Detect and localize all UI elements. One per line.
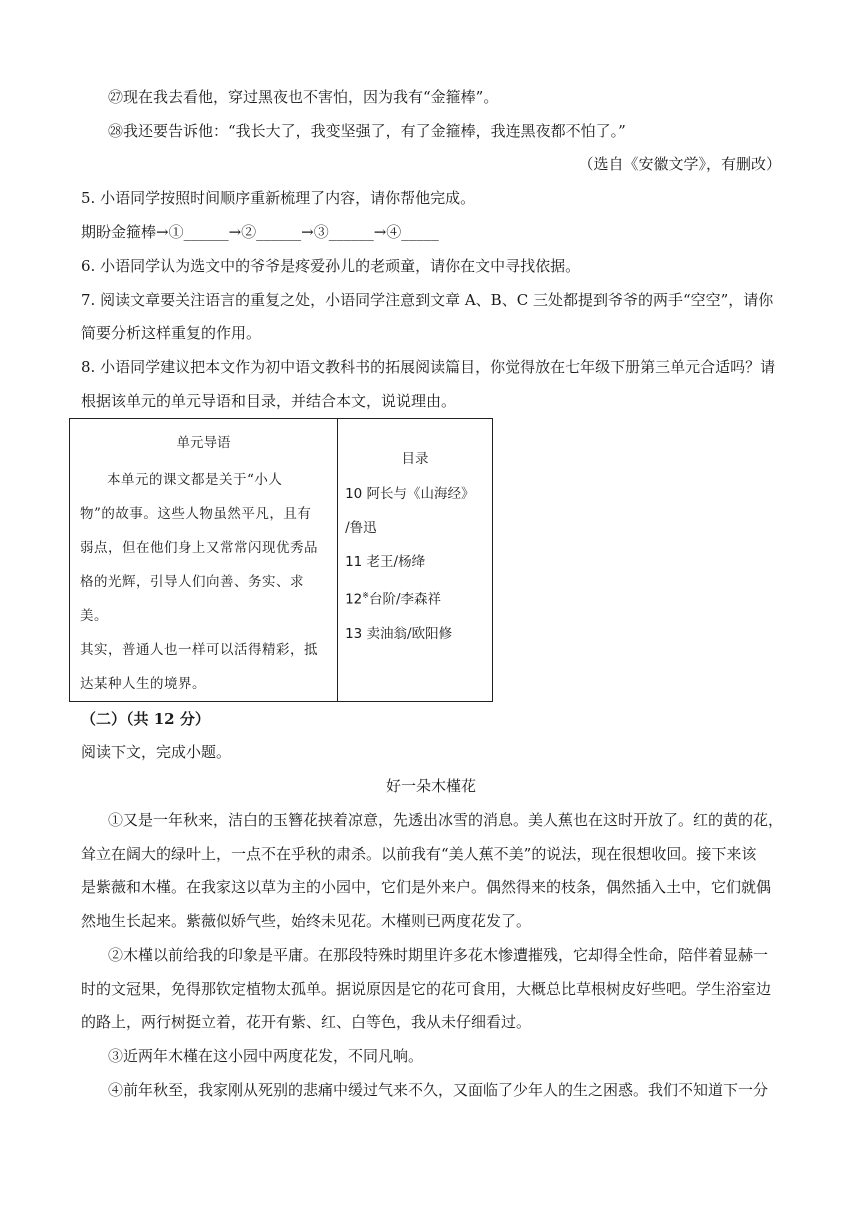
question-8-line-1: 8. 小语同学建议把本文作为初中语文教科书的拓展阅读篇目，你觉得放在七年级下册第三单元合适吗？请	[81, 358, 776, 376]
section-heading: （二）（共 12 分）	[81, 710, 210, 728]
essay-line: 耸立在阔大的绿叶上，一点不在乎秋的肃杀。以前我有“美人蕉不美”的说法，现在很想收回。接下来该	[81, 845, 757, 863]
reading-instruction: 阅读下文，完成小题。	[81, 743, 232, 761]
essay-line: ②木槿以前给我的印象是平庸。在那段特殊时期里许多花木惨遭摧残，它却得全性命，陪伴着显赫一	[108, 946, 769, 964]
essay-line: 然地生长起来。紫薇似娇气些，始终未见花。木槿则已两度花发了。	[81, 912, 532, 930]
unit-guide-title: 单元导语	[176, 435, 231, 451]
table-of-contents-cell	[338, 419, 493, 702]
source-citation: （选自《安徽文学》，有删改）	[578, 155, 781, 173]
unit-guide-cell	[70, 419, 338, 702]
unit-guide-line: 物”的故事。这些人物虽然平凡，且有	[80, 506, 312, 522]
toc-title: 目录	[401, 451, 429, 467]
toc-item: 10 阿长与《山海经》	[345, 486, 475, 502]
question-6: 6. 小语同学认为选文中的爷爷是疼爱孙儿的老顽童，请你在文中寻找依据。	[81, 257, 581, 275]
essay-line: ④前年秋至，我家刚从死别的悲痛中缓过气来不久，又面临了少年人的生之困惑。我们不知道下一分	[108, 1081, 769, 1099]
question-5: 5. 小语同学按照时间顺序重新梳理了内容，请你帮他完成。	[81, 189, 476, 207]
question-7-line-1: 7. 阅读文章要关注语言的重复之处，小语同学注意到文章 A、B、C 三处都提到爷爷的两手“空空”，请你	[81, 291, 774, 309]
essay-title: 好一朵木槿花	[385, 777, 476, 795]
essay-line: ③近两年木槿在这小园中两度花发，不同凡响。	[108, 1047, 424, 1065]
toc-item: 12※台阶/李森祥	[345, 591, 442, 608]
unit-guide-line: 达某种人生的境界。	[80, 676, 206, 692]
question-8-line-2: 根据该单元的单元导语和目录，并结合本文，说说理由。	[81, 392, 457, 410]
unit-guide-line: 其实，普通人也一样可以活得精彩，抵	[80, 642, 318, 658]
toc-item: 11 老王/杨绛	[345, 554, 426, 570]
unit-guide-line: 格的光辉，引导人们向善、务实、求美。	[80, 574, 304, 624]
toc-item: /鲁迅	[345, 520, 377, 536]
essay-line: 是紫薇和木槿。在我家这以草为主的小园中，它们是外来户。偶然得来的枝条，偶然插入土中，它们就偶	[81, 878, 772, 896]
unit-guide-line: 本单元的课文都是关于“小人	[107, 472, 283, 488]
essay-line: 时的文冠果，免得那钦定植物太孤单。据说原因是它的花可食用，大概总比草根树皮好些吧。学生浴室边	[81, 980, 772, 998]
paragraph-27: ㉗现在我去看他，穿过黑夜也不害怕，因为我有“金箍棒”。	[108, 88, 499, 106]
unit-guide-line: 弱点，但在他们身上又常常闪现优秀品	[80, 540, 318, 556]
question-7-line-2: 简要分析这样重复的作用。	[81, 324, 262, 342]
unit-reference-table	[69, 418, 493, 702]
self-study-mark: ※	[362, 591, 369, 600]
essay-line: ①又是一年秋来，洁白的玉簪花挟着凉意，先透出冰雪的消息。美人蕉也在这时开放了。红的黄的花，	[108, 811, 784, 829]
question-5-answer-blanks: 期盼金箍棒→①______→②______→③______→④_____	[81, 223, 439, 241]
unit-guide-body	[80, 463, 327, 701]
toc-item: 13 卖油翁/欧阳修	[345, 625, 453, 642]
paragraph-28: ㉘我还要告诉他：“我长大了，我变坚强了，有了金箍棒，我连黑夜都不怕了。”	[108, 122, 626, 140]
toc-list	[345, 477, 492, 651]
essay-line: 的路上，两行树挺立着，花开有紫、红、白等色，我从未仔细看过。	[81, 1013, 532, 1031]
